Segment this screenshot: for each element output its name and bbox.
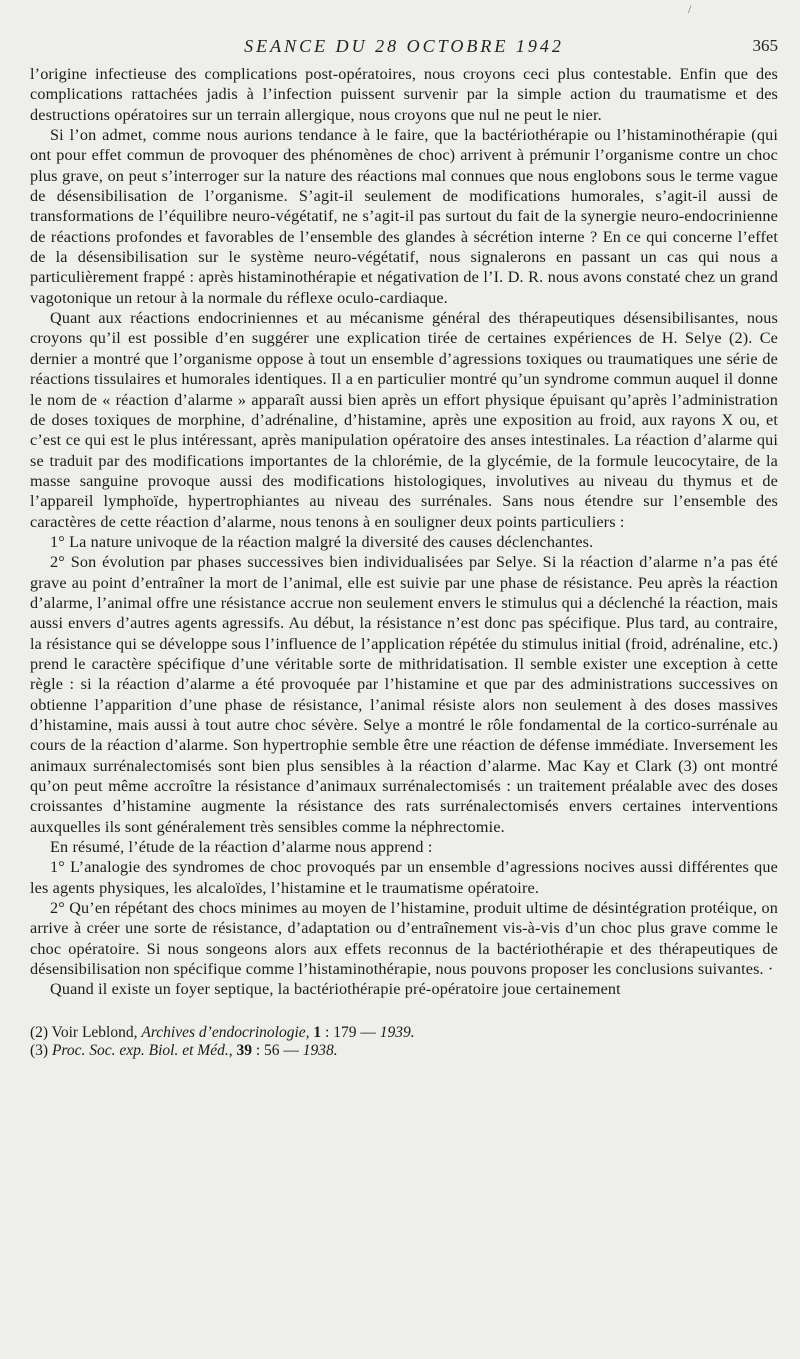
footnote-volume: 39 [236, 1041, 252, 1059]
footnote-pages: : 179 — [325, 1023, 376, 1041]
footnote-ref: (2) Voir Leblond, [30, 1023, 138, 1041]
footnote-volume: 1 [313, 1023, 322, 1041]
stray-mark: / [688, 2, 692, 16]
footnote-journal: Proc. Soc. exp. Biol. et Méd., [51, 1041, 233, 1059]
footnote [30, 1024, 778, 1042]
page-header [30, 36, 778, 64]
paragraph: l’origine infectieuse des complications post-opératoires, nous croyons ceci plus contestable. Enfin que des complications rattachées jadis à l’infection puissent survenir par la simple action du traumatisme et des destructions opératoires sur un terrain allergique, nous croyons que nul ne peut le nier. [30, 65, 778, 124]
footnote [30, 1042, 778, 1060]
footnote-pages: : 56 — [255, 1041, 299, 1059]
footnote-journal: Archives d’endocrinologie, [141, 1023, 310, 1041]
paragraph: 1° L’analogie des syndromes de choc provoqués par un ensemble d’agressions nocives aussi différentes que les agents physiques, les alcaloïdes, l’histamine et le traumatisme opératoire. [30, 858, 778, 897]
paragraph: 2° Son évolution par phases successives bien individualisées par Selye. Si la réaction d’alarme n’a pas été grave au point d’entraîner la mort de l’animal, elle est suivie par une phase de résistance. Peu après la réaction d’alarme, l’animal offre une résistance accrue non seulement envers le stimulus qui a déclenché la réaction, mais aussi envers d’autres agents agressifs. Au début, la résistance n’est donc pas spécifique. Plus tard, au contraire, la résistance qui se développe sous l’influence de l’application répétée du stimulus initial (froid, adrénaline, etc.) prend le caractère spécifique d’une véritable sorte de mithridatisation. Il semble exister une exception à cette règle : si la réaction d’alarme a été provoquée par l’histamine et que par des administrations successives on obtienne l’apparition d’une phase de résistance, l’animal résiste alors non seulement à des doses massives d’histamine, mais aussi à tout autre choc sévère. Selye a montré le rôle fondamental de la cortico-surrénale au cours de la réaction d’alarme. Son hypertrophie semble être une réaction de défense immédiate. Inversement les animaux surrénalectomisés sont bien plus sensibles à la réaction d’alarme. Mac Kay et Clark (3) ont montré qu’on peut même accroître la résistance d’animaux surrénalectomisés : un traitement préalable avec des doses croissantes d’histamine augmente la résistance des rats surrénalectomisés envers certaines interventions auxquelles ils sont généralement très sensibles comme la néphrectomie. [30, 553, 778, 836]
footnotes [30, 1024, 778, 1060]
footnote-year: 1939. [379, 1023, 415, 1041]
footnote-ref: (3) [30, 1041, 49, 1059]
paragraph: 2° Qu’en répétant des chocs minimes au moyen de l’histamine, produit ultime de désintégration protéique, on arrive à créer une sorte de résistance, d’adaptation ou d’entraînement vis-à-vis d’un choc plus grave comme le choc opératoire. Si nous songeons alors aux effets reconnus de la bactériothérapie et des thérapeutiques de désensibilisation non spécifique comme l’histaminothérapie, nous pouvons proposer les conclusions suivantes. · [30, 899, 778, 979]
paragraph: En résumé, l’étude de la réaction d’alarme nous apprend : [50, 838, 433, 857]
body-text [30, 64, 778, 1000]
page-number: 365 [752, 36, 778, 55]
footnote-year: 1938. [302, 1041, 338, 1059]
running-title: SEANCE DU 28 OCTOBRE 1942 [244, 36, 564, 56]
page [30, 36, 778, 1060]
paragraph: Si l’on admet, comme nous aurions tendance à le faire, que la bactériothérapie ou l’histaminothérapie (qui ont pour effet commun de provoquer des phénomènes de choc) arrivent à prémunir l’organisme contre un choc plus grave, on peut s’interroger sur la nature des réactions mal connues que nous englobons sous le terme vague de désensibilisation de l’organisme. S’agit-il seulement de modifications humorales, s’agit-il aussi de transformations de l’équilibre neuro-végétatif, ne s’agit-il pas surtout du fait de la synergie neuro-endocrinienne de réactions profondes et favorables de l’ensemble des glandes à sécrétion interne ? En ce qui concerne l’effet de la désensibilisation sur le système neuro-végétatif, nous signalerons en passant un cas qui nous a particulièrement frappé : après histaminothérapie et négativation de l’I. D. R. nous avons constaté chez un grand vagotonique un retour à la normale du réflexe oculo-cardiaque. [30, 126, 778, 307]
paragraph: Quand il existe un foyer septique, la bactériothérapie pré-opératoire joue certainement [50, 980, 621, 999]
paragraph: Quant aux réactions endocriniennes et au mécanisme général des thérapeutiques désensibilisantes, nous croyons qu’il est possible d’en suggérer une explication tirée de certaines expériences de H. Selye (2). Ce dernier a montré que l’organisme oppose à tout un ensemble d’agressions toxiques ou traumatiques une série de réactions tissulaires et humorales identiques. Il a en particulier montré qu’un syndrome commun auquel il donne le nom de « réaction d’alarme » apparaît aussi bien après un effort physique épuisant qu’après l’administration de doses toxiques de morphine, d’adrénaline, d’histamine, après une exposition au froid, aux rayons X ou, et c’est ce qui est le plus intéressant, après manipulation opératoire des anses intestinales. La réaction d’alarme qui se traduit par des modifications importantes de la chlorémie, de la glycémie, de la formule leucocytaire, de la masse sanguine provoque aussi des modifications histologiques, involutives au niveau du thymus et de l’appareil lymphoïde, hypertrophiantes au niveau des surrénales. Sans nous étendre sur l’ensemble des caractères de cette réaction d’alarme, nous tenons à en souligner deux points particuliers : [30, 309, 778, 531]
paragraph: 1° La nature univoque de la réaction malgré la diversité des causes déclenchantes. [50, 532, 594, 551]
